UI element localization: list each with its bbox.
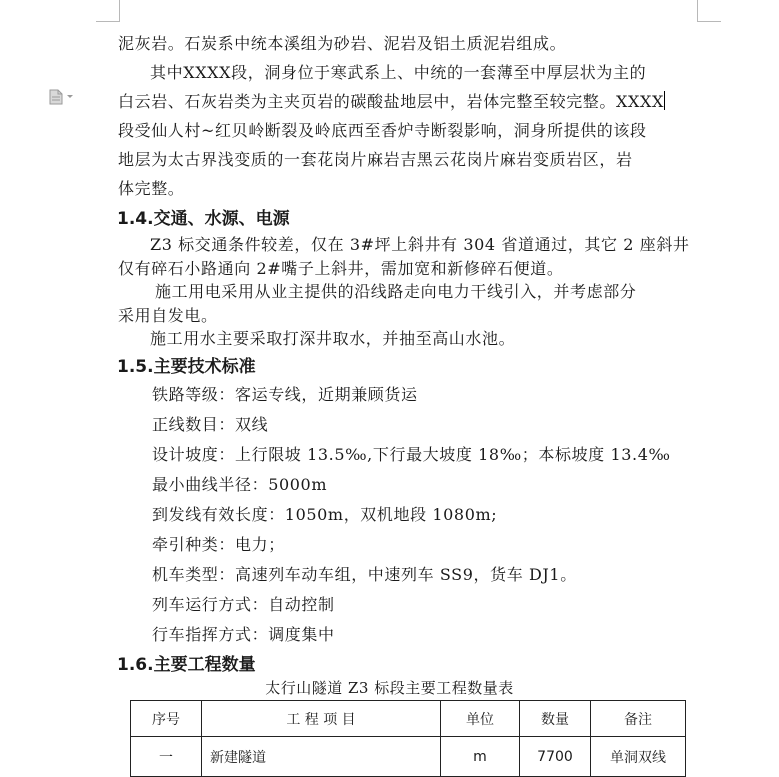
spec-item: 到发线有效长度：1050m，双机地段 1080m; — [152, 505, 498, 524]
table-header-cell: 序号 — [131, 701, 202, 737]
paragraph-line: 地层为太古界浅变质的一套花岗片麻岩吉黑云花岗片麻岩变质岩区，岩 — [118, 150, 633, 169]
quantity-table — [130, 700, 686, 777]
page-margin-corner-left — [96, 0, 120, 22]
table-cell: 一 — [131, 737, 202, 777]
table-cell: 新建隧道 — [202, 737, 441, 777]
spec-item: 铁路等级：客运专线，近期兼顾货运 — [152, 385, 418, 404]
table-header-cell: 工 程 项 目 — [202, 701, 441, 737]
table-header-cell: 单位 — [441, 701, 520, 737]
spec-item: 最小曲线半径：5000m — [152, 475, 328, 494]
paragraph-line: 泥灰岩。石炭系中统本溪组为砂岩、泥岩及铝土质泥岩组成。 — [118, 34, 567, 53]
section-heading-1-5: 1.5.主要技术标准 — [117, 357, 256, 377]
table-header-row — [131, 701, 686, 737]
paragraph-line-text: 白云岩、石灰岩类为主夹页岩的碳酸盐地层中，岩体完整至较完整。XXXX — [118, 92, 664, 111]
text-cursor — [664, 91, 665, 110]
paragraph-line: 施工用水主要采取打深井取水，并抽至高山水池。 — [150, 329, 516, 348]
paragraph-line — [118, 89, 665, 112]
spec-item: 设计坡度：上行限坡 13.5‰,下行最大坡度 18‰；本标坡度 13.4‰ — [152, 445, 671, 464]
paragraph-line: Z3 标交通条件较差，仅在 3#坪上斜井有 304 省道通过，其它 2 座斜井 — [150, 235, 690, 254]
document-options-icon[interactable] — [48, 89, 76, 105]
spec-item: 机车类型：高速列车动车组，中速列车 SS9，货车 DJ1。 — [152, 565, 577, 584]
page-margin-corner-right — [697, 0, 721, 22]
table-cell: 7700 — [520, 737, 591, 777]
table-cell: 单洞双线 — [591, 737, 686, 777]
paragraph-line: 其中XXXX段，洞身位于寒武系上、中统的一套薄至中厚层状为主的 — [150, 63, 647, 82]
paragraph-line: 采用自发电。 — [118, 306, 218, 325]
spec-item: 正线数目：双线 — [152, 415, 269, 434]
section-heading-1-6: 1.6.主要工程数量 — [117, 655, 256, 675]
table-caption: 太行山隧道 Z3 标段主要工程数量表 — [265, 679, 514, 697]
table-header-cell: 数量 — [520, 701, 591, 737]
table-header-cell: 备注 — [591, 701, 686, 737]
section-heading-1-4: 1.4.交通、水源、电源 — [117, 209, 290, 229]
spec-item: 列车运行方式：自动控制 — [152, 595, 335, 614]
spec-item: 牵引种类：电力； — [152, 535, 285, 554]
table-cell: m — [441, 737, 520, 777]
paragraph-line: 体完整。 — [118, 179, 185, 198]
paragraph-line: 段受仙人村~红贝岭断裂及岭底西至香炉寺断裂影响，洞身所提供的该段 — [118, 121, 647, 140]
spec-item: 行车指挥方式：调度集中 — [152, 625, 335, 644]
paragraph-line: 仅有碎石小路通向 2#嘴子上斜井，需加宽和新修碎石便道。 — [118, 259, 564, 278]
paragraph-line: 施工用电采用从业主提供的沿线路走向电力干线引入，并考虑部分 — [155, 282, 637, 301]
